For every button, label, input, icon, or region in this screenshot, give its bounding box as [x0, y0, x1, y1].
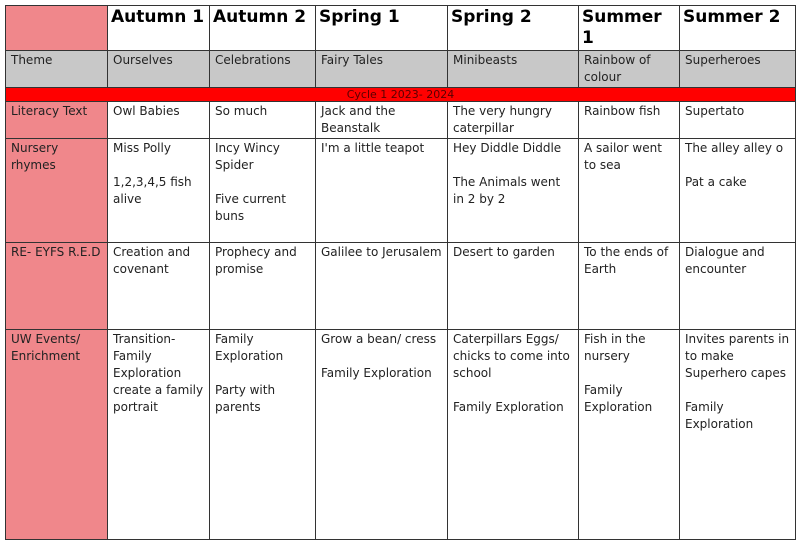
cell-text: To the ends of Earth	[584, 245, 669, 276]
term-header: Autumn 2	[210, 6, 316, 51]
cell-text: Family Exploration	[584, 383, 653, 414]
cell-text: Rainbow fish	[584, 104, 661, 118]
term-header: Spring 1	[316, 6, 448, 51]
plan-cell	[210, 330, 316, 540]
cell-text: Family Exploration	[215, 332, 284, 363]
plan-cell	[579, 139, 680, 243]
term-header: Spring 2	[448, 6, 579, 51]
row-label: UW Events/ Enrichment	[6, 330, 108, 540]
theme-cell: Rainbow of colour	[579, 51, 680, 88]
plan-cell	[579, 243, 680, 330]
paragraph-gap	[453, 382, 573, 399]
cell-text: Fish in the nursery	[584, 332, 646, 363]
plan-cell	[579, 330, 680, 540]
paragraph-gap	[685, 157, 790, 174]
cell-text: Miss Polly	[113, 141, 171, 155]
plan-cell	[316, 102, 448, 139]
term-header: Autumn 1	[108, 6, 210, 51]
cell-text: Creation and covenant	[113, 245, 191, 276]
cell-text: Supertato	[685, 104, 745, 118]
cell-text: Grow a bean/ cress	[321, 332, 437, 346]
plan-cell	[316, 139, 448, 243]
cell-text: The very hungry caterpillar	[453, 104, 552, 135]
cell-text: Incy Wincy Spider	[215, 141, 280, 172]
plan-cell	[108, 102, 210, 139]
plan-cell	[108, 139, 210, 243]
cell-text: Party with parents	[215, 383, 276, 414]
term-header-row	[6, 6, 796, 51]
row-nursery-rhymes	[6, 139, 796, 243]
plan-cell	[210, 139, 316, 243]
plan-cell	[108, 243, 210, 330]
row-label: RE- EYFS R.E.D	[6, 243, 108, 330]
plan-cell	[680, 330, 796, 540]
cell-text: So much	[215, 104, 268, 118]
cell-text: Family Exploration	[453, 400, 564, 414]
row-label: Literacy Text	[6, 102, 108, 139]
plan-cell	[210, 102, 316, 139]
theme-cell: Celebrations	[210, 51, 316, 88]
plan-cell	[448, 102, 579, 139]
theme-cell: Fairy Tales	[316, 51, 448, 88]
plan-cell	[680, 139, 796, 243]
paragraph-gap	[584, 365, 674, 382]
cycle-row	[6, 88, 796, 102]
paragraph-gap	[215, 365, 310, 382]
term-header: Summer 1	[579, 6, 680, 51]
row-label: Nursery rhymes	[6, 139, 108, 243]
cell-text: Family Exploration	[321, 366, 432, 380]
cell-text: Family Exploration	[685, 400, 754, 431]
cell-text: Desert to garden	[453, 245, 555, 259]
paragraph-gap	[113, 157, 204, 174]
cell-text: Transition- Family Exploration create a family portrait	[113, 332, 204, 414]
plan-cell	[579, 102, 680, 139]
plan-cell	[448, 243, 579, 330]
row-uw-events	[6, 330, 796, 540]
plan-cell	[448, 139, 579, 243]
theme-cell: Ourselves	[108, 51, 210, 88]
row-re-eyfs	[6, 243, 796, 330]
cell-text: 1,2,3,4,5 fish alive	[113, 175, 192, 206]
plan-cell	[680, 243, 796, 330]
cell-text: Invites parents in to make Superhero capes	[685, 332, 790, 380]
plan-cell	[316, 243, 448, 330]
row-label-theme: Theme	[6, 51, 108, 88]
theme-cell: Minibeasts	[448, 51, 579, 88]
theme-cell: Superheroes	[680, 51, 796, 88]
plan-cell	[448, 330, 579, 540]
cell-text: Hey Diddle Diddle	[453, 141, 562, 155]
cell-text: A sailor went to sea	[584, 141, 662, 172]
curriculum-table	[5, 5, 796, 540]
plan-cell	[108, 330, 210, 540]
cell-text: Five current buns	[215, 192, 286, 223]
paragraph-gap	[685, 382, 790, 399]
cell-text: Galilee to Jerusalem	[321, 245, 442, 259]
row-literacy	[6, 102, 796, 139]
cell-text: Dialogue and encounter	[685, 245, 765, 276]
cell-text: Prophecy and promise	[215, 245, 297, 276]
cell-text: The alley alley o	[685, 141, 784, 155]
cell-text: The Animals went in 2 by 2	[453, 175, 561, 206]
paragraph-gap	[321, 348, 442, 365]
term-header: Summer 2	[680, 6, 796, 51]
corner-cell	[6, 6, 108, 51]
cell-text: Caterpillars Eggs/ chicks to come into school	[453, 332, 570, 380]
paragraph-gap	[215, 174, 310, 191]
cell-text: Owl Babies	[113, 104, 180, 118]
cell-text: Jack and the Beanstalk	[321, 104, 396, 135]
plan-cell	[316, 330, 448, 540]
plan-cell	[210, 243, 316, 330]
paragraph-gap	[453, 157, 573, 174]
cell-text: I'm a little teapot	[321, 141, 425, 155]
theme-row	[6, 51, 796, 88]
plan-cell	[680, 102, 796, 139]
cycle-banner: Cycle 1 2023- 2024	[6, 88, 796, 102]
cell-text: Pat a cake	[685, 175, 747, 189]
